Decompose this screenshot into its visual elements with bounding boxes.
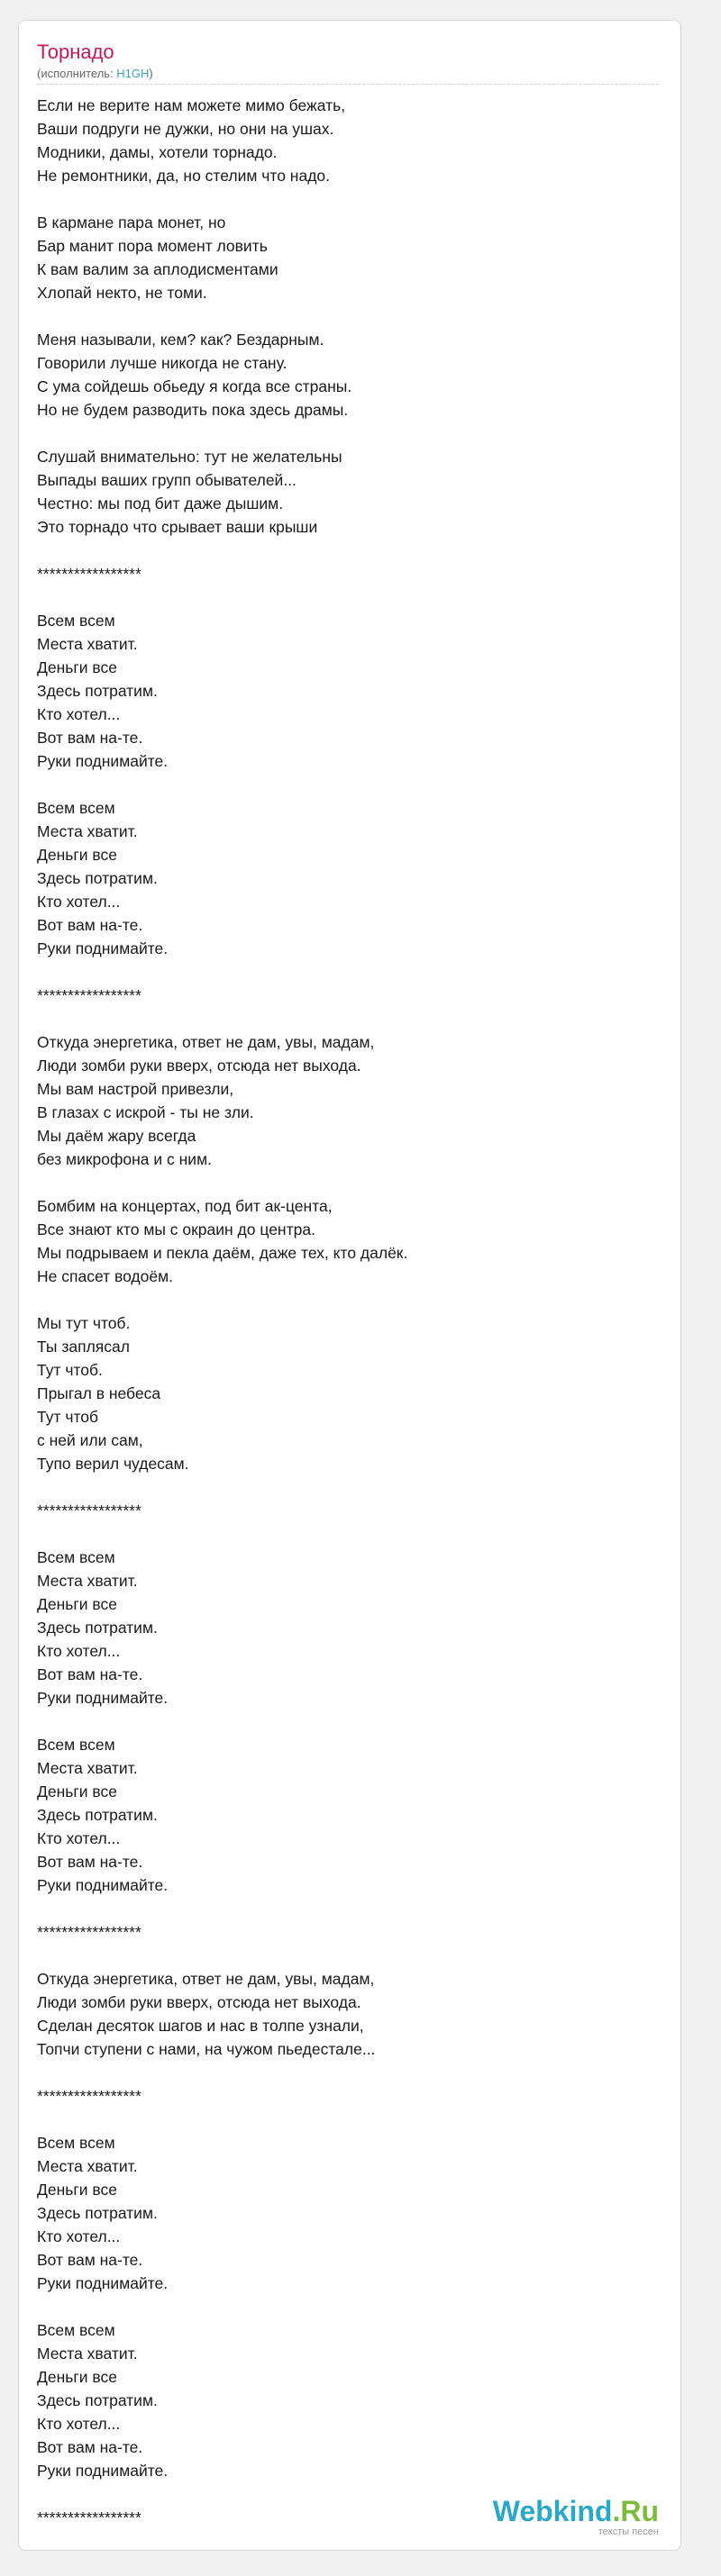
lyric-line: Топчи ступени с нами, на чужом пьедестале... — [37, 2040, 376, 2058]
lyric-line: Здесь потратим. — [37, 2391, 158, 2409]
lyric-line: Говорили лучше никогда не стану. — [37, 354, 287, 372]
lyric-line: Места хватит. — [37, 1572, 138, 1590]
lyric-line: Откуда энергетика, ответ не дам, увы, мадам, — [37, 1033, 375, 1051]
lyric-line: Ты заплясал — [37, 1338, 130, 1356]
lyric-line: Вот вам на-те. — [37, 2438, 143, 2456]
lyrics-stanza — [37, 2318, 659, 2482]
lyrics-body — [37, 94, 659, 2529]
lyric-line: Места хватит. — [37, 2157, 138, 2175]
lyric-line: Если не верите нам можете мимо бежать, — [37, 96, 346, 114]
lyric-line: В кармане пара монет, но — [37, 213, 226, 231]
lyric-line: Не спасет водоём. — [37, 1267, 173, 1285]
lyric-line: Хлопай некто, не томи. — [37, 284, 207, 302]
lyric-line: Слушай внимательно: тут не желательны — [37, 448, 342, 466]
lyric-line: Кто хотел... — [37, 2415, 121, 2433]
lyric-line: ***************** — [37, 1501, 141, 1519]
lyric-line: Мы даём жару всегда — [37, 1127, 196, 1145]
lyric-line: Деньги все — [37, 846, 117, 864]
lyric-line: Всем всем — [37, 1548, 115, 1566]
lyric-line: Деньги все — [37, 1595, 117, 1613]
artist-line — [37, 66, 659, 82]
lyric-line: Вот вам на-те. — [37, 1665, 143, 1683]
lyric-line: К вам валим за аплодисментами — [37, 260, 278, 278]
lyric-line: Модники, дамы, хотели торнадо. — [37, 143, 278, 161]
lyric-line: Вот вам на-те. — [37, 729, 143, 747]
lyric-line: Но не будем разводить пока здесь драмы. — [37, 401, 349, 419]
lyrics-stanza — [37, 1733, 659, 1897]
lyric-line: Здесь потратим. — [37, 869, 158, 887]
artist-link[interactable]: H1GH — [116, 67, 150, 80]
lyrics-stanza — [37, 2084, 659, 2108]
logo-wordmark — [493, 2496, 659, 2526]
site-logo[interactable] — [493, 2496, 659, 2537]
lyric-line: Ваши подруги не дужки, но они на ушах. — [37, 120, 334, 138]
lyric-line: Здесь потратим. — [37, 1619, 158, 1637]
lyrics-stanza — [37, 1311, 659, 1475]
logo-tagline: тексты песен — [598, 2526, 659, 2537]
lyric-line: Тупо верил чудесам. — [37, 1455, 189, 1473]
lyric-line: с ней или сам, — [37, 1431, 143, 1449]
lyrics-stanza — [37, 609, 659, 773]
lyric-line: Кто хотел... — [37, 705, 121, 723]
lyric-line: Это торнадо что срывает ваши крыши — [37, 518, 318, 536]
lyric-line: Прыгал в небеса — [37, 1384, 161, 1402]
lyric-line: Места хватит. — [37, 2345, 138, 2363]
lyric-line: Места хватит. — [37, 635, 138, 653]
artist-suffix: ) — [149, 67, 153, 80]
lyric-line: Всем всем — [37, 2321, 115, 2339]
lyric-line: Всем всем — [37, 2134, 115, 2152]
lyrics-card — [18, 20, 681, 2551]
lyric-line: Руки поднимайте. — [37, 1876, 169, 1894]
lyric-line: Деньги все — [37, 1782, 117, 1800]
lyric-line: Люди зомби руки вверх, отсюда нет выхода. — [37, 1057, 361, 1075]
lyric-line: Деньги все — [37, 658, 117, 676]
header-divider — [37, 84, 659, 85]
lyric-line: Вот вам на-те. — [37, 1853, 143, 1871]
lyrics-stanza — [37, 328, 659, 422]
lyric-line: Откуда энергетика, ответ не дам, увы, мадам, — [37, 1970, 375, 1988]
lyrics-stanza — [37, 1920, 659, 1944]
lyric-line: Руки поднимайте. — [37, 939, 169, 957]
lyric-line: Кто хотел... — [37, 1642, 121, 1660]
lyric-line: ***************** — [37, 1923, 141, 1941]
lyric-line: ***************** — [37, 986, 141, 1004]
lyric-line: без микрофона и с ним. — [37, 1150, 212, 1168]
lyric-line: Руки поднимайте. — [37, 2462, 169, 2480]
lyric-line: Мы подрываем и пекла даём, даже тех, кто далёк. — [37, 1244, 408, 1262]
lyric-line: Кто хотел... — [37, 893, 121, 911]
lyric-line: Места хватит. — [37, 1759, 138, 1777]
lyric-line: Руки поднимайте. — [37, 752, 169, 770]
song-title: Торнадо — [37, 41, 114, 63]
lyric-line: Мы вам настрой привезли, — [37, 1080, 234, 1098]
lyric-line: Кто хотел... — [37, 1829, 121, 1847]
lyric-line: С ума сойдешь обьеду я когда все страны. — [37, 377, 352, 395]
lyric-line: Здесь потратим. — [37, 1806, 158, 1824]
lyrics-stanza — [37, 1194, 659, 1288]
lyric-line: Здесь потратим. — [37, 2204, 158, 2222]
artist-prefix: (исполнитель: — [37, 67, 117, 80]
lyric-line: Тут чтоб — [37, 1408, 99, 1426]
lyric-line: Места хватит. — [37, 822, 138, 840]
lyrics-stanza — [37, 1030, 659, 1171]
lyric-line: В глазах с искрой - ты не зли. — [37, 1103, 254, 1121]
lyric-line: Не ремонтники, да, но стелим что надо. — [37, 167, 330, 185]
lyric-line: Всем всем — [37, 1736, 115, 1754]
lyric-line: ***************** — [37, 2508, 141, 2526]
logo-tld: .Ru — [612, 2495, 659, 2527]
lyrics-stanza — [37, 1546, 659, 1710]
lyric-line: Вот вам на-те. — [37, 916, 143, 934]
lyric-line: Бар манит пора момент ловить — [37, 237, 268, 255]
lyric-line: Мы тут чтоб. — [37, 1314, 131, 1332]
lyric-line: Кто хотел... — [37, 2227, 121, 2245]
lyric-line: Тут чтоб. — [37, 1361, 103, 1379]
lyric-line: Сделан десяток шагов и нас в толпе узнали, — [37, 2017, 364, 2035]
lyric-line: Руки поднимайте. — [37, 1689, 169, 1707]
lyric-line: Деньги все — [37, 2181, 117, 2199]
lyrics-stanza — [37, 1499, 659, 1522]
lyrics-stanza — [37, 94, 659, 187]
lyric-line: Бомбим на концертах, под бит ак-цента, — [37, 1197, 333, 1215]
lyric-line: Меня называли, кем? как? Бездарным. — [37, 331, 324, 349]
lyric-line: Честно: мы под бит даже дышим. — [37, 494, 284, 512]
lyric-line: Вот вам на-те. — [37, 2251, 143, 2269]
lyric-line: Все знают кто мы с окраин до центра. — [37, 1220, 315, 1238]
lyric-line: Выпады ваших групп обывателей... — [37, 471, 297, 489]
lyrics-stanza — [37, 445, 659, 539]
lyric-line: Люди зомби руки вверх, отсюда нет выхода. — [37, 1993, 361, 2011]
lyric-line: Всем всем — [37, 612, 115, 630]
lyrics-stanza — [37, 1967, 659, 2061]
lyric-line: ***************** — [37, 565, 141, 583]
lyrics-stanza — [37, 211, 659, 304]
lyrics-stanza — [37, 984, 659, 1007]
lyrics-stanza — [37, 2131, 659, 2295]
lyric-line: Всем всем — [37, 799, 115, 817]
lyric-line: Руки поднимайте. — [37, 2274, 169, 2292]
lyric-line: Деньги все — [37, 2368, 117, 2386]
lyric-line: Здесь потратим. — [37, 682, 158, 700]
lyrics-stanza — [37, 562, 659, 585]
lyrics-stanza — [37, 796, 659, 960]
logo-word: Webkind — [492, 2495, 613, 2527]
lyric-line: ***************** — [37, 2087, 141, 2105]
